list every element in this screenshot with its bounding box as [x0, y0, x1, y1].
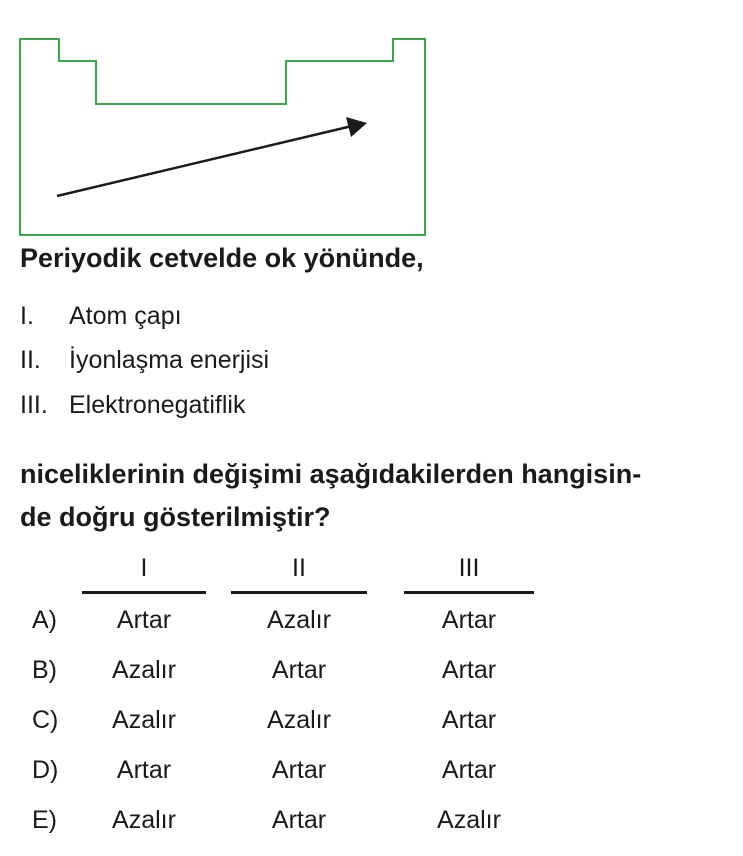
option-d-cell-3: Artar — [441, 756, 497, 784]
item-number: III. — [20, 391, 48, 419]
option-e-label[interactable]: E) — [32, 806, 57, 834]
item-1 — [20, 302, 182, 331]
item-2 — [20, 346, 269, 375]
question-text — [20, 453, 641, 539]
column-header-2: II — [292, 554, 306, 582]
option-b-cell-2: Artar — [271, 656, 327, 684]
column-header-1: I — [140, 554, 148, 582]
option-d-cell-1: Artar — [116, 756, 172, 784]
column-header-3: III — [458, 554, 480, 582]
option-a-cell-3: Artar — [441, 606, 497, 634]
question-line-2: de doğru gösterilmiştir? — [20, 502, 331, 532]
option-d-cell-2: Artar — [271, 756, 327, 784]
option-e-cell-1: Azalır — [112, 806, 176, 834]
option-b-label[interactable]: B) — [32, 656, 57, 684]
option-c-cell-3: Artar — [441, 706, 497, 734]
periodic-table-diagram — [0, 0, 743, 240]
column-rule-3 — [404, 591, 534, 594]
option-b-cell-1: Azalır — [112, 656, 176, 684]
diagonal-arrow-icon — [57, 117, 367, 196]
option-c-cell-1: Azalır — [112, 706, 176, 734]
item-text: İyonlaşma enerjisi — [69, 346, 270, 374]
option-c-label[interactable]: C) — [32, 706, 59, 734]
option-b-cell-3: Artar — [441, 656, 497, 684]
question-line-1: niceliklerinin değişimi aşağıdakilerden hangisin- — [20, 459, 642, 489]
item-text: Atom çapı — [69, 302, 182, 330]
item-number: II. — [20, 346, 41, 374]
item-text: Elektronegatiflik — [69, 391, 246, 419]
option-e-cell-3: Azalır — [437, 806, 501, 834]
column-rule-2 — [231, 591, 367, 594]
option-c-cell-2: Azalır — [267, 706, 331, 734]
periodic-table-outline — [20, 39, 425, 235]
option-d-label[interactable]: D) — [32, 756, 59, 784]
item-number: I. — [20, 302, 34, 330]
option-a-cell-1: Artar — [116, 606, 172, 634]
question-stem: Periyodik cetvelde ok yönünde, — [20, 243, 424, 273]
column-rule-1 — [82, 591, 206, 594]
item-3 — [20, 391, 245, 420]
option-a-cell-2: Azalır — [267, 606, 331, 634]
option-e-cell-2: Artar — [271, 806, 327, 834]
option-a-label[interactable]: A) — [32, 606, 57, 634]
